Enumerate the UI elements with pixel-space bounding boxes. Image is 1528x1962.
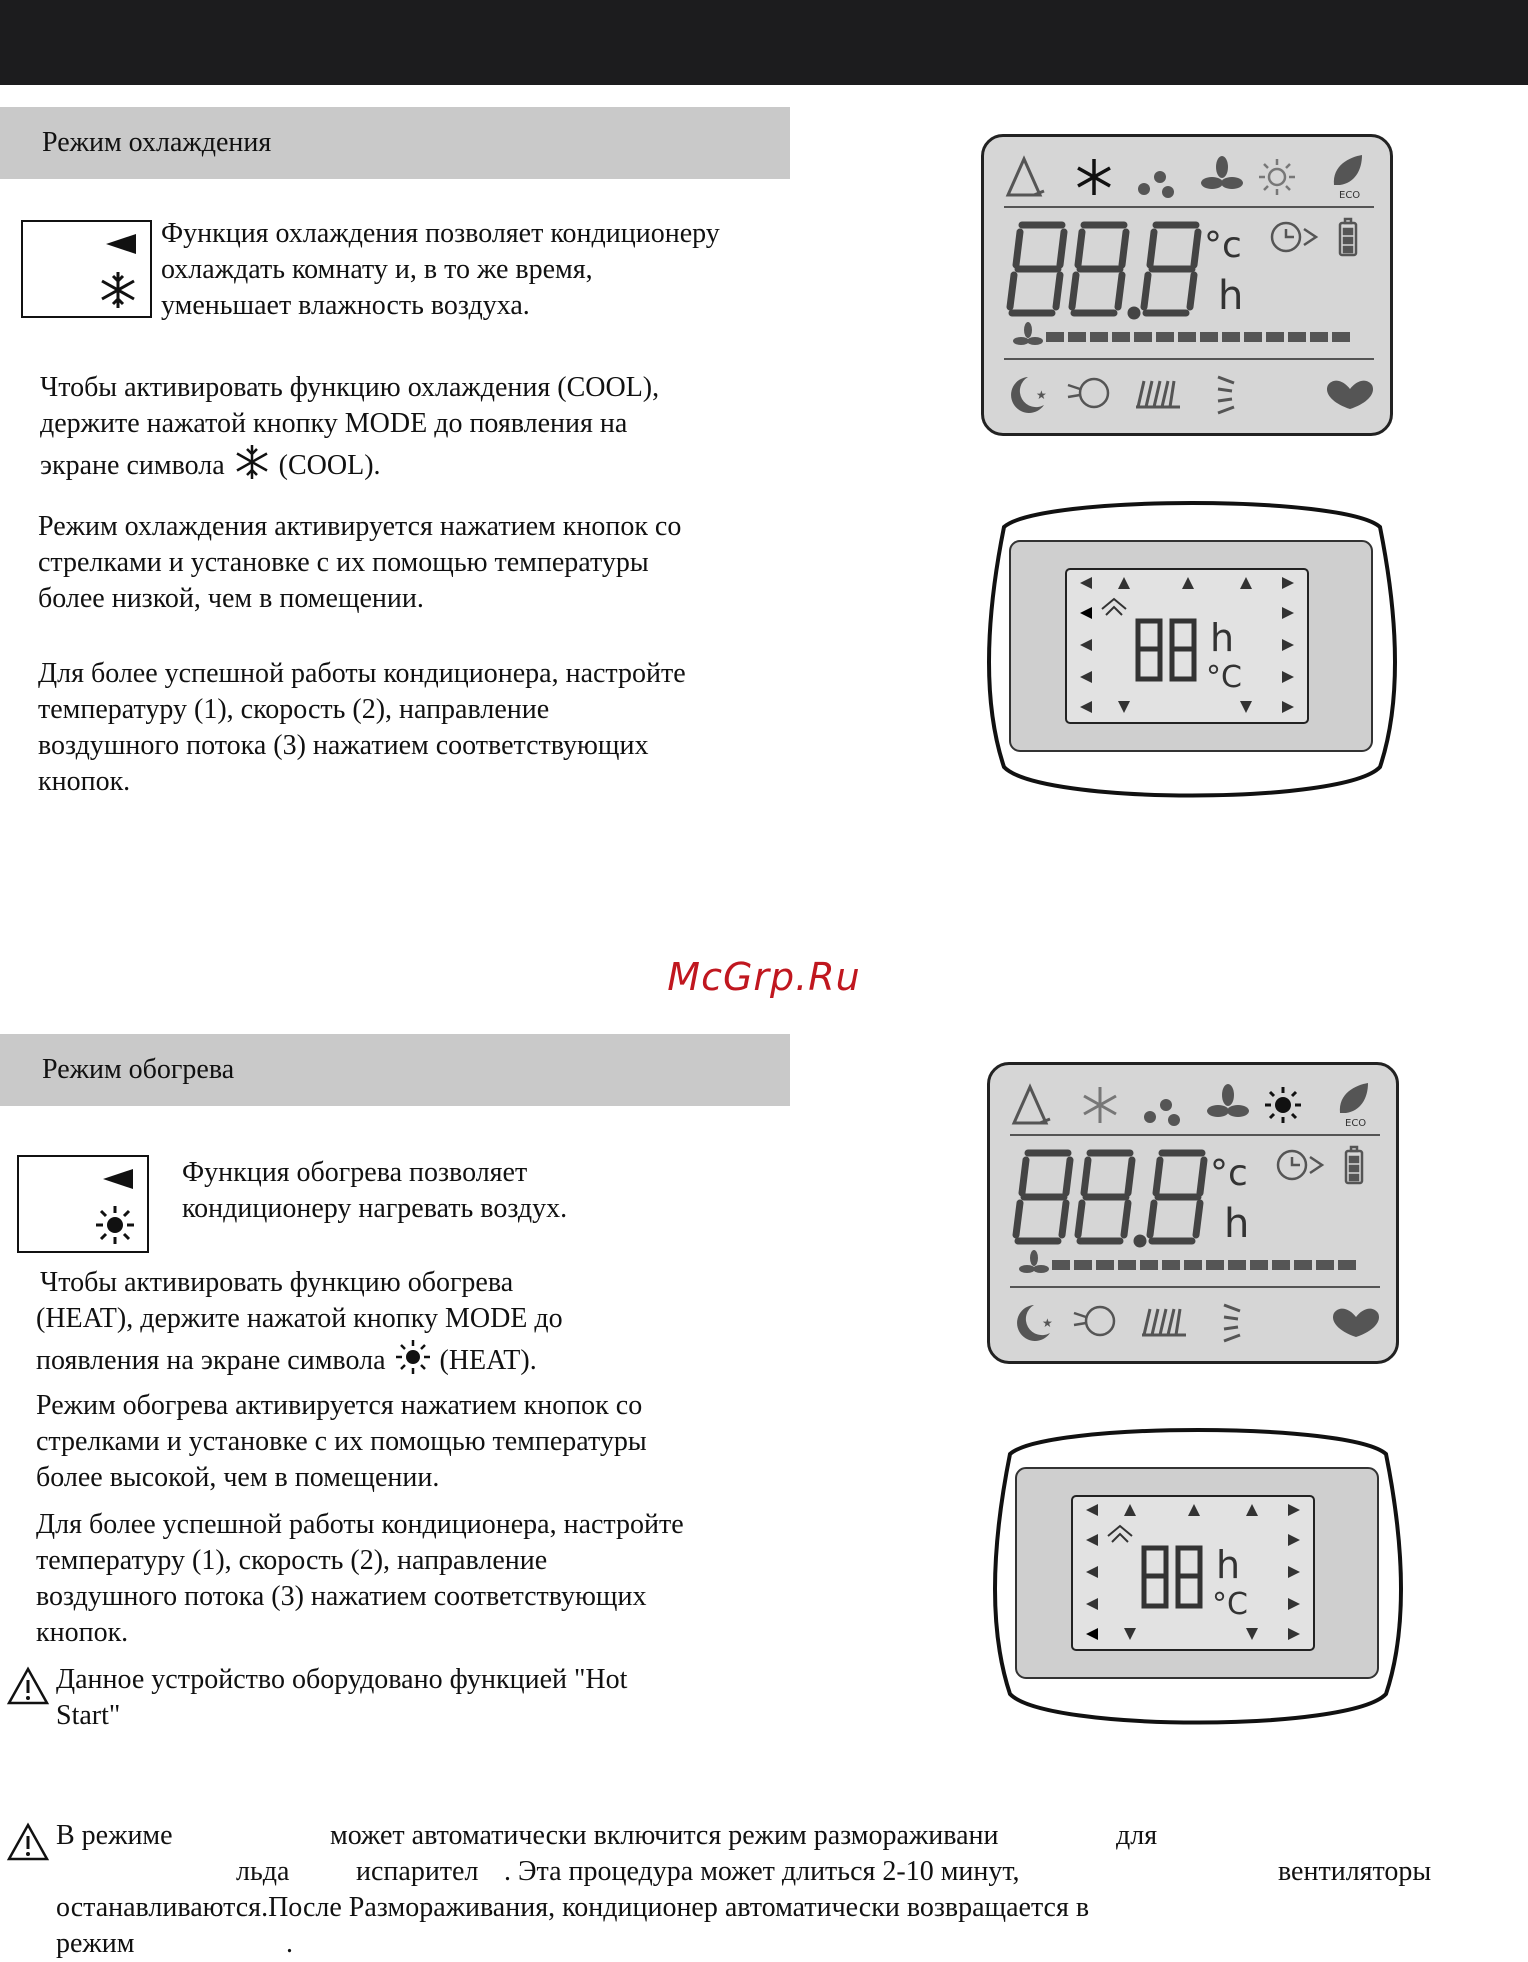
battery-icon bbox=[1340, 219, 1356, 255]
airflow-icon bbox=[1224, 1305, 1240, 1341]
battery-icon bbox=[1346, 1147, 1362, 1183]
heat-activate-text-b: (HEAT). bbox=[439, 1345, 537, 1376]
remote-temp-label: °C bbox=[1206, 660, 1242, 695]
hotstart-line-1: Данное устройство оборудовано функцией "Hot bbox=[56, 1664, 628, 1695]
heat-intro-line-1: Функция обогрева позволяет bbox=[182, 1157, 528, 1188]
segment-digits bbox=[1016, 1153, 1204, 1244]
timer-icon bbox=[1272, 223, 1316, 251]
defrost-line-4b: . bbox=[286, 1928, 293, 1959]
eco-label: ECO bbox=[1339, 190, 1361, 201]
fan-icon bbox=[1201, 156, 1243, 189]
heat-activate-text-a: появления на экране символа bbox=[36, 1345, 386, 1376]
heat-intro-line-2: кондиционеру нагревать воздух. bbox=[182, 1193, 568, 1224]
defrost-line-1c: для bbox=[1116, 1820, 1158, 1851]
cool-arrows-line-3: более низкой, чем в помещении. bbox=[38, 583, 424, 614]
turbo-icon bbox=[1327, 381, 1373, 409]
defrost-line-2b: испарител bbox=[356, 1856, 479, 1887]
snowflake-icon bbox=[96, 268, 140, 312]
cool-activate-text-a: экране символа bbox=[40, 450, 225, 481]
eco-leaf-icon bbox=[1340, 1083, 1368, 1113]
defrost-line-3: останавливаются.После Размораживания, кондиционер автоматически возвращается в bbox=[56, 1892, 1090, 1923]
heat-section-heading: Режим обогрева bbox=[0, 1034, 790, 1106]
sleep-icon bbox=[1011, 377, 1047, 413]
eco-label: ECO bbox=[1345, 1118, 1367, 1129]
heat-arrows-line-3: более высокой, чем в помещении. bbox=[36, 1462, 440, 1493]
cool-mode-indicator bbox=[21, 220, 152, 318]
cool-activate-line-2: держите нажатой кнопку MODE до появления на bbox=[40, 408, 628, 439]
heat-lcd-display bbox=[987, 1062, 1399, 1364]
timer-icon bbox=[1278, 1151, 1322, 1179]
auto-triangle-icon bbox=[1008, 159, 1044, 195]
segment-digits bbox=[1010, 225, 1198, 316]
remote-hour-label: h bbox=[1216, 1543, 1241, 1587]
heat-remote-display bbox=[986, 1414, 1410, 1740]
eco-leaf-icon bbox=[1334, 155, 1362, 185]
cool-intro-line-3: уменьшает влажность воздуха. bbox=[161, 290, 530, 321]
cool-tips-line-3: воздушного потока (3) нажатием соответствующих bbox=[38, 730, 649, 761]
cool-remote-display bbox=[980, 487, 1404, 813]
heat-activate-line-2: (HEAT), держите нажатой кнопку MODE до bbox=[36, 1303, 563, 1334]
cool-activate-line-3 bbox=[40, 442, 381, 484]
cool-arrows-line-2: стрелками и установке с их помощью температуры bbox=[38, 547, 649, 578]
hour-unit-label: h bbox=[1224, 1201, 1250, 1247]
cool-lcd-display bbox=[981, 134, 1393, 436]
warning-icon bbox=[6, 1822, 50, 1862]
mode-arrow-icon bbox=[106, 234, 136, 254]
fan-icon bbox=[1207, 1084, 1249, 1117]
top-bar bbox=[0, 0, 1528, 85]
watermark: McGrp.Ru bbox=[667, 955, 861, 999]
dry-drops-icon bbox=[1144, 1099, 1180, 1126]
heat-mode-indicator bbox=[17, 1155, 149, 1253]
cool-arrows-line-1: Режим охлаждения активируется нажатием кнопок со bbox=[38, 511, 682, 542]
remote-hour-label: h bbox=[1210, 616, 1235, 660]
cool-activate-line-1: Чтобы активировать функцию охлаждения (COOL), bbox=[40, 372, 660, 403]
cool-section-heading: Режим охлаждения bbox=[0, 107, 790, 179]
auto-triangle-icon bbox=[1014, 1087, 1050, 1123]
cool-tips-line-4: кнопок. bbox=[38, 766, 131, 797]
fan-speed-bar bbox=[1019, 1250, 1356, 1273]
svg-text:★: ★ bbox=[1042, 1316, 1053, 1330]
mode-arrow-icon bbox=[103, 1169, 133, 1189]
warning-icon bbox=[6, 1666, 50, 1706]
fan-icon bbox=[1013, 322, 1043, 345]
svg-text:★: ★ bbox=[1036, 388, 1047, 402]
hotstart-line-2: Start" bbox=[56, 1700, 121, 1731]
dry-drops-icon bbox=[1138, 171, 1174, 198]
defrost-line-4a: режим bbox=[56, 1928, 135, 1959]
cool-intro-line-2: охлаждать комнату и, в то же время, bbox=[161, 254, 593, 285]
heat-tips-line-1: Для более успешной работы кондиционера, настройте bbox=[36, 1509, 684, 1540]
heat-tips-line-4: кнопок. bbox=[36, 1617, 129, 1648]
louver-icon bbox=[1142, 1309, 1186, 1335]
defrost-line-2d: вентиляторы bbox=[1278, 1856, 1432, 1887]
defrost-line-2c: . Эта процедура может длиться 2-10 минут, bbox=[504, 1856, 1020, 1887]
heat-tips-line-2: температуру (1), скорость (2), направление bbox=[36, 1545, 548, 1576]
temp-unit-label: °c bbox=[1204, 225, 1242, 266]
turbo-icon bbox=[1333, 1309, 1379, 1337]
heat-arrows-line-1: Режим обогрева активируется нажатием кнопок со bbox=[36, 1390, 643, 1421]
airflow-icon bbox=[1218, 377, 1234, 413]
cool-tips-line-2: температуру (1), скорость (2), направление bbox=[38, 694, 550, 725]
sun-icon bbox=[1259, 159, 1295, 195]
sun-icon bbox=[1265, 1087, 1301, 1123]
cool-tips-line-1: Для более успешной работы кондиционера, настройте bbox=[38, 658, 686, 689]
snowflake-icon bbox=[232, 442, 272, 482]
swing-icon bbox=[1068, 379, 1108, 407]
defrost-line-1a: В режиме bbox=[56, 1820, 173, 1851]
louver-icon bbox=[1136, 381, 1180, 407]
remote-temp-label: °C bbox=[1212, 1587, 1248, 1622]
temp-unit-label: °c bbox=[1210, 1153, 1248, 1194]
heat-activate-line-3 bbox=[36, 1337, 537, 1379]
swing-icon bbox=[1074, 1307, 1114, 1335]
sun-icon bbox=[93, 1203, 137, 1247]
sleep-icon bbox=[1017, 1305, 1053, 1341]
sun-icon bbox=[393, 1337, 433, 1377]
heat-activate-line-1: Чтобы активировать функцию обогрева bbox=[40, 1267, 514, 1298]
snowflake-icon bbox=[1084, 1087, 1116, 1123]
hour-unit-label: h bbox=[1218, 273, 1244, 319]
heat-arrows-line-2: стрелками и установке с их помощью температуры bbox=[36, 1426, 647, 1457]
snowflake-icon bbox=[1078, 159, 1110, 195]
fan-icon bbox=[1019, 1250, 1049, 1273]
cool-activate-text-b: (COOL). bbox=[278, 450, 381, 481]
fan-speed-bar bbox=[1013, 322, 1350, 345]
heat-tips-line-3: воздушного потока (3) нажатием соответствующих bbox=[36, 1581, 647, 1612]
cool-intro-line-1: Функция охлаждения позволяет кондиционеру bbox=[161, 218, 720, 249]
defrost-line-1b: может автоматически включится режим размораживани bbox=[330, 1820, 999, 1851]
defrost-line-2a: льда bbox=[236, 1856, 290, 1887]
